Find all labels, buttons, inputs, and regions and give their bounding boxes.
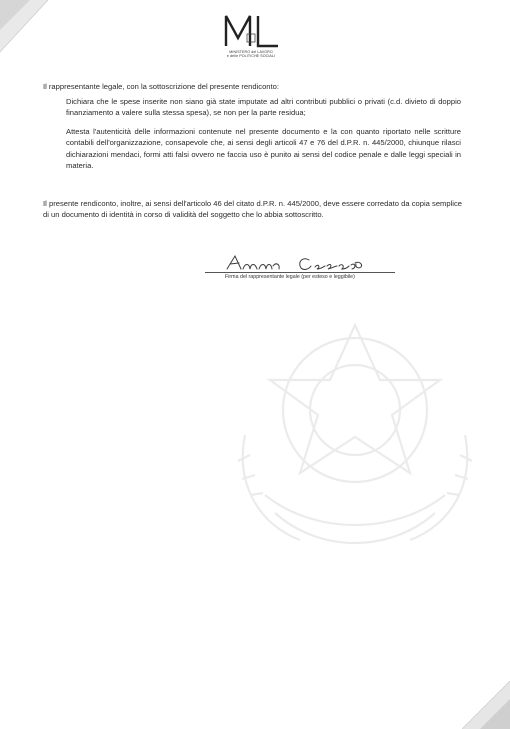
signature-block: [205, 252, 395, 282]
ml-monogram-icon: [218, 12, 284, 50]
closing-paragraph: Il presente rendiconto, inoltre, ai sensi dell'articolo 46 del citato d.P.R. n. 445/2000, deve essere corredato da copia semplice di un documento di identità in corso di validità del soggetto che lo abbia sottoscritto.: [43, 199, 462, 220]
handwritten-signature: [205, 252, 395, 274]
intro-paragraph: Il rappresentante legale, con la sottoscrizione del presente rendiconto:: [43, 82, 279, 91]
republic-emblem-watermark: [205, 285, 505, 585]
logo-ministry-line1: MINISTERO del LAVORO: [229, 50, 273, 54]
corner-decoration-bottom-right: [462, 681, 510, 729]
logo-ministry-line2: e delle POLITICHE SOCIALI: [226, 54, 276, 59]
signature-line: [205, 272, 395, 273]
declaration-item-2: Attesta l'autenticità delle informazioni contenute nel presente documento e la con quanto riportato nelle scritture contabili dell'organizzazione, consapevole che, ai sensi degli articoli 47 e 76 del d.P.R. n. 445/2000, chiunque rilasci dichiarazioni mendaci, formi atti falsi ovvero ne faccia uso è punito ai sensi del codice penale e dalle leggi speciali in materia.: [66, 127, 461, 171]
declaration-item-1: Dichiara che le spese inserite non siano già state imputate ad altri contributi pubblici o privati (c.d. divieto di doppio finanziamento a valere sulla stessa spesa), se non per la parte residua;: [66, 97, 461, 118]
ministry-logo: [218, 12, 284, 62]
corner-decoration-top-left: [0, 0, 48, 56]
signature-caption: Firma del rappresentante legale (per esteso e leggibile): [225, 274, 355, 280]
